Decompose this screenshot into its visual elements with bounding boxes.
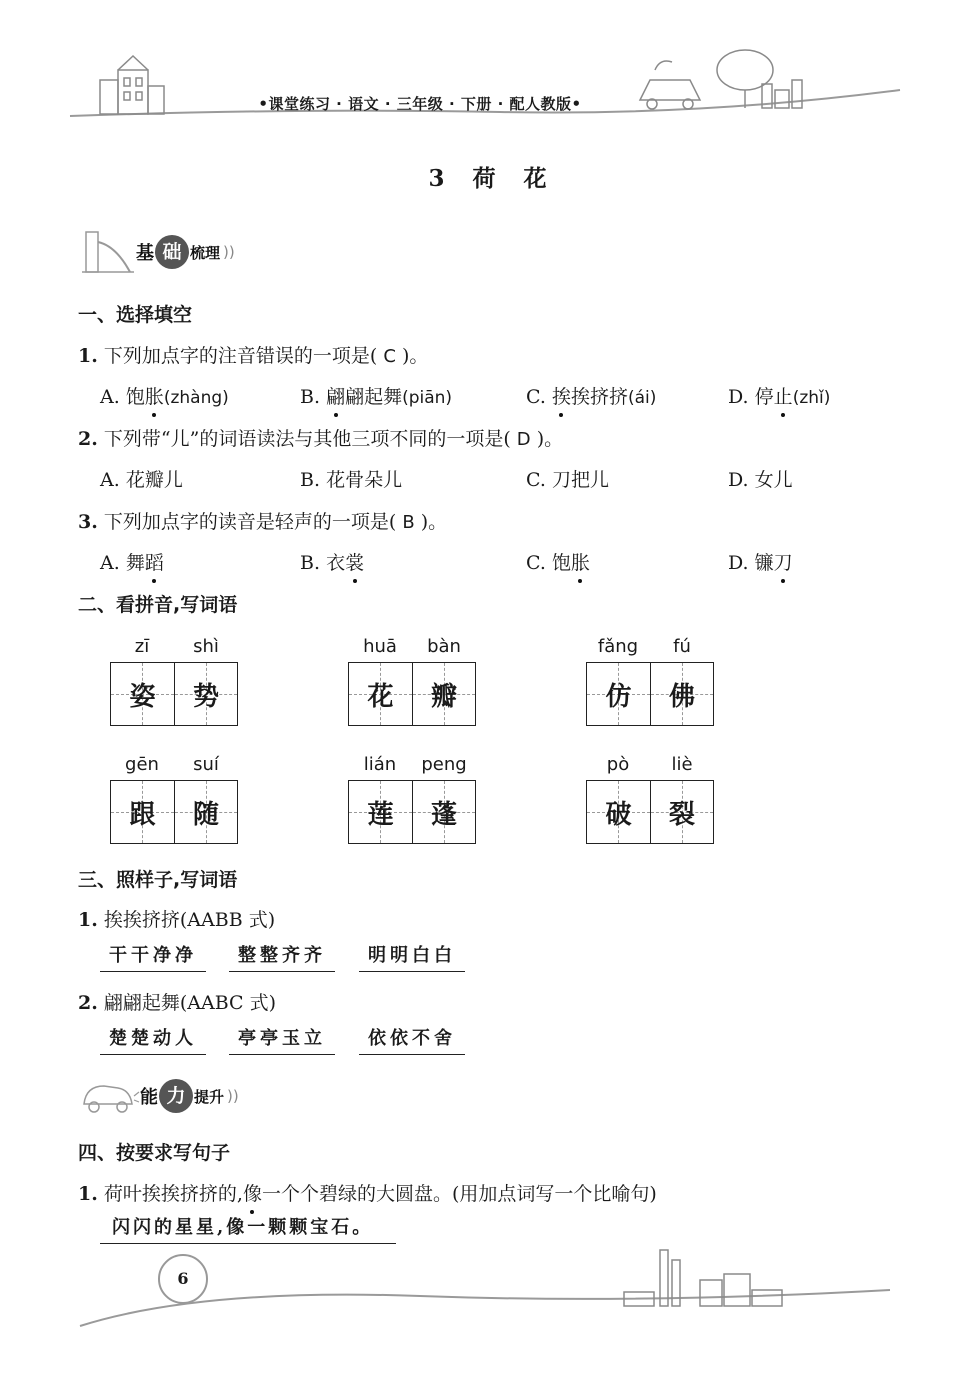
option-a: A. 舞蹈 bbox=[100, 548, 164, 575]
q-stem: 下列加点字的读音是轻声的一项是( bbox=[103, 511, 397, 533]
q-answer: B bbox=[402, 512, 415, 533]
pinyin-word-box: huā bàn 花 瓣 bbox=[348, 636, 476, 726]
pinyin-word-box: gēn suí 跟 随 bbox=[110, 754, 238, 844]
pinyin-word-box: pò liè 破 裂 bbox=[586, 754, 714, 844]
question-4-1: 1. 荷叶挨挨挤挤的,像一个个碧绿的大圆盘。(用加点词写一个比喻句) bbox=[78, 1179, 657, 1206]
q-number: 3. bbox=[78, 511, 98, 533]
option-c: C. 刀把儿 bbox=[526, 469, 609, 491]
option-b: B. 衣裳 bbox=[300, 548, 364, 575]
banner-text-a: 能 bbox=[140, 1087, 158, 1108]
slide-icon bbox=[80, 228, 136, 276]
option-a: A. 饱胀(zhàng) bbox=[100, 382, 229, 409]
page-number: 6 bbox=[158, 1254, 208, 1304]
q-number: 1. bbox=[78, 345, 98, 367]
pinyin-word-box: zī shì 姿 势 bbox=[110, 636, 238, 726]
pinyin-word-box: fǎng fú 仿 佛 bbox=[586, 636, 714, 726]
answer-blank: 楚楚动人 bbox=[100, 1025, 206, 1055]
footer-illustration bbox=[0, 1230, 979, 1374]
lesson-number: 3 bbox=[428, 165, 449, 192]
option-b: B. 翩翩起舞(piān) bbox=[300, 382, 452, 409]
option-d: D. 女儿 bbox=[728, 469, 793, 491]
section-1-heading: 一、选择填空 bbox=[78, 304, 193, 326]
lesson-title-char-1: 荷 bbox=[472, 165, 500, 192]
section-3-heading: 三、照样子,写词语 bbox=[78, 869, 238, 891]
banner-text-a: 基 bbox=[136, 243, 154, 264]
lesson-title-char-2: 花 bbox=[523, 165, 551, 192]
question-3-1: 1. 挨挨挤挤(AABB 式) bbox=[78, 909, 276, 931]
banner-tail: )) bbox=[227, 1087, 239, 1105]
section-2-heading: 二、看拼音,写词语 bbox=[78, 594, 238, 616]
answer-blank: 闪闪的星星,像一颗颗宝石。 bbox=[100, 1214, 396, 1244]
answer-blank: 亭亭玉立 bbox=[229, 1025, 335, 1055]
header-illustration bbox=[0, 0, 979, 140]
series-header: •课堂练习 · 语文 · 三年级 · 下册 · 配人教版• bbox=[258, 95, 582, 113]
question-3-2: 2. 翩翩起舞(AABC 式) bbox=[78, 992, 277, 1014]
option-d: D. 镰刀 bbox=[728, 548, 793, 575]
option-d: D. 停止(zhǐ) bbox=[728, 382, 830, 409]
q-answer: D bbox=[516, 429, 531, 450]
answer-blank: 干干净净 bbox=[100, 942, 206, 972]
ability-banner bbox=[78, 1076, 239, 1116]
q-answer: C bbox=[383, 346, 396, 367]
banner-text-c: 梳理 bbox=[190, 243, 221, 262]
question-1-1 bbox=[78, 341, 428, 368]
pinyin-word-box: lián peng 莲 蓬 bbox=[348, 754, 476, 844]
q-close: )。 bbox=[401, 345, 429, 367]
q-close: )。 bbox=[536, 428, 564, 450]
question-1-3 bbox=[78, 507, 447, 534]
q-stem: 下列带“儿”的词语读法与其他三项不同的一项是( bbox=[103, 428, 511, 450]
lesson-title bbox=[0, 160, 979, 193]
option-a: A. 花瓣儿 bbox=[100, 469, 183, 491]
option-c: C. 挨挨挤挤(ái) bbox=[526, 382, 656, 409]
option-c: C. 饱胀 bbox=[526, 548, 590, 575]
banner-tail: )) bbox=[223, 243, 235, 261]
answer-blank: 依依不舍 bbox=[359, 1025, 465, 1055]
basics-banner bbox=[80, 228, 235, 276]
banner-text-b: 力 bbox=[159, 1079, 193, 1113]
section-4-heading: 四、按要求写句子 bbox=[78, 1142, 231, 1164]
option-b: B. 花骨朵儿 bbox=[300, 469, 403, 491]
q-stem: 下列加点字的注音错误的一项是( bbox=[103, 345, 378, 367]
q-number: 2. bbox=[78, 428, 98, 450]
q-close: )。 bbox=[420, 511, 448, 533]
banner-text-b: 础 bbox=[155, 235, 189, 269]
banner-text-c: 提升 bbox=[194, 1087, 225, 1106]
question-1-2 bbox=[78, 424, 563, 451]
answer-blank: 整整齐齐 bbox=[229, 942, 335, 972]
car-icon bbox=[78, 1076, 140, 1116]
answer-blank: 明明白白 bbox=[359, 942, 465, 972]
